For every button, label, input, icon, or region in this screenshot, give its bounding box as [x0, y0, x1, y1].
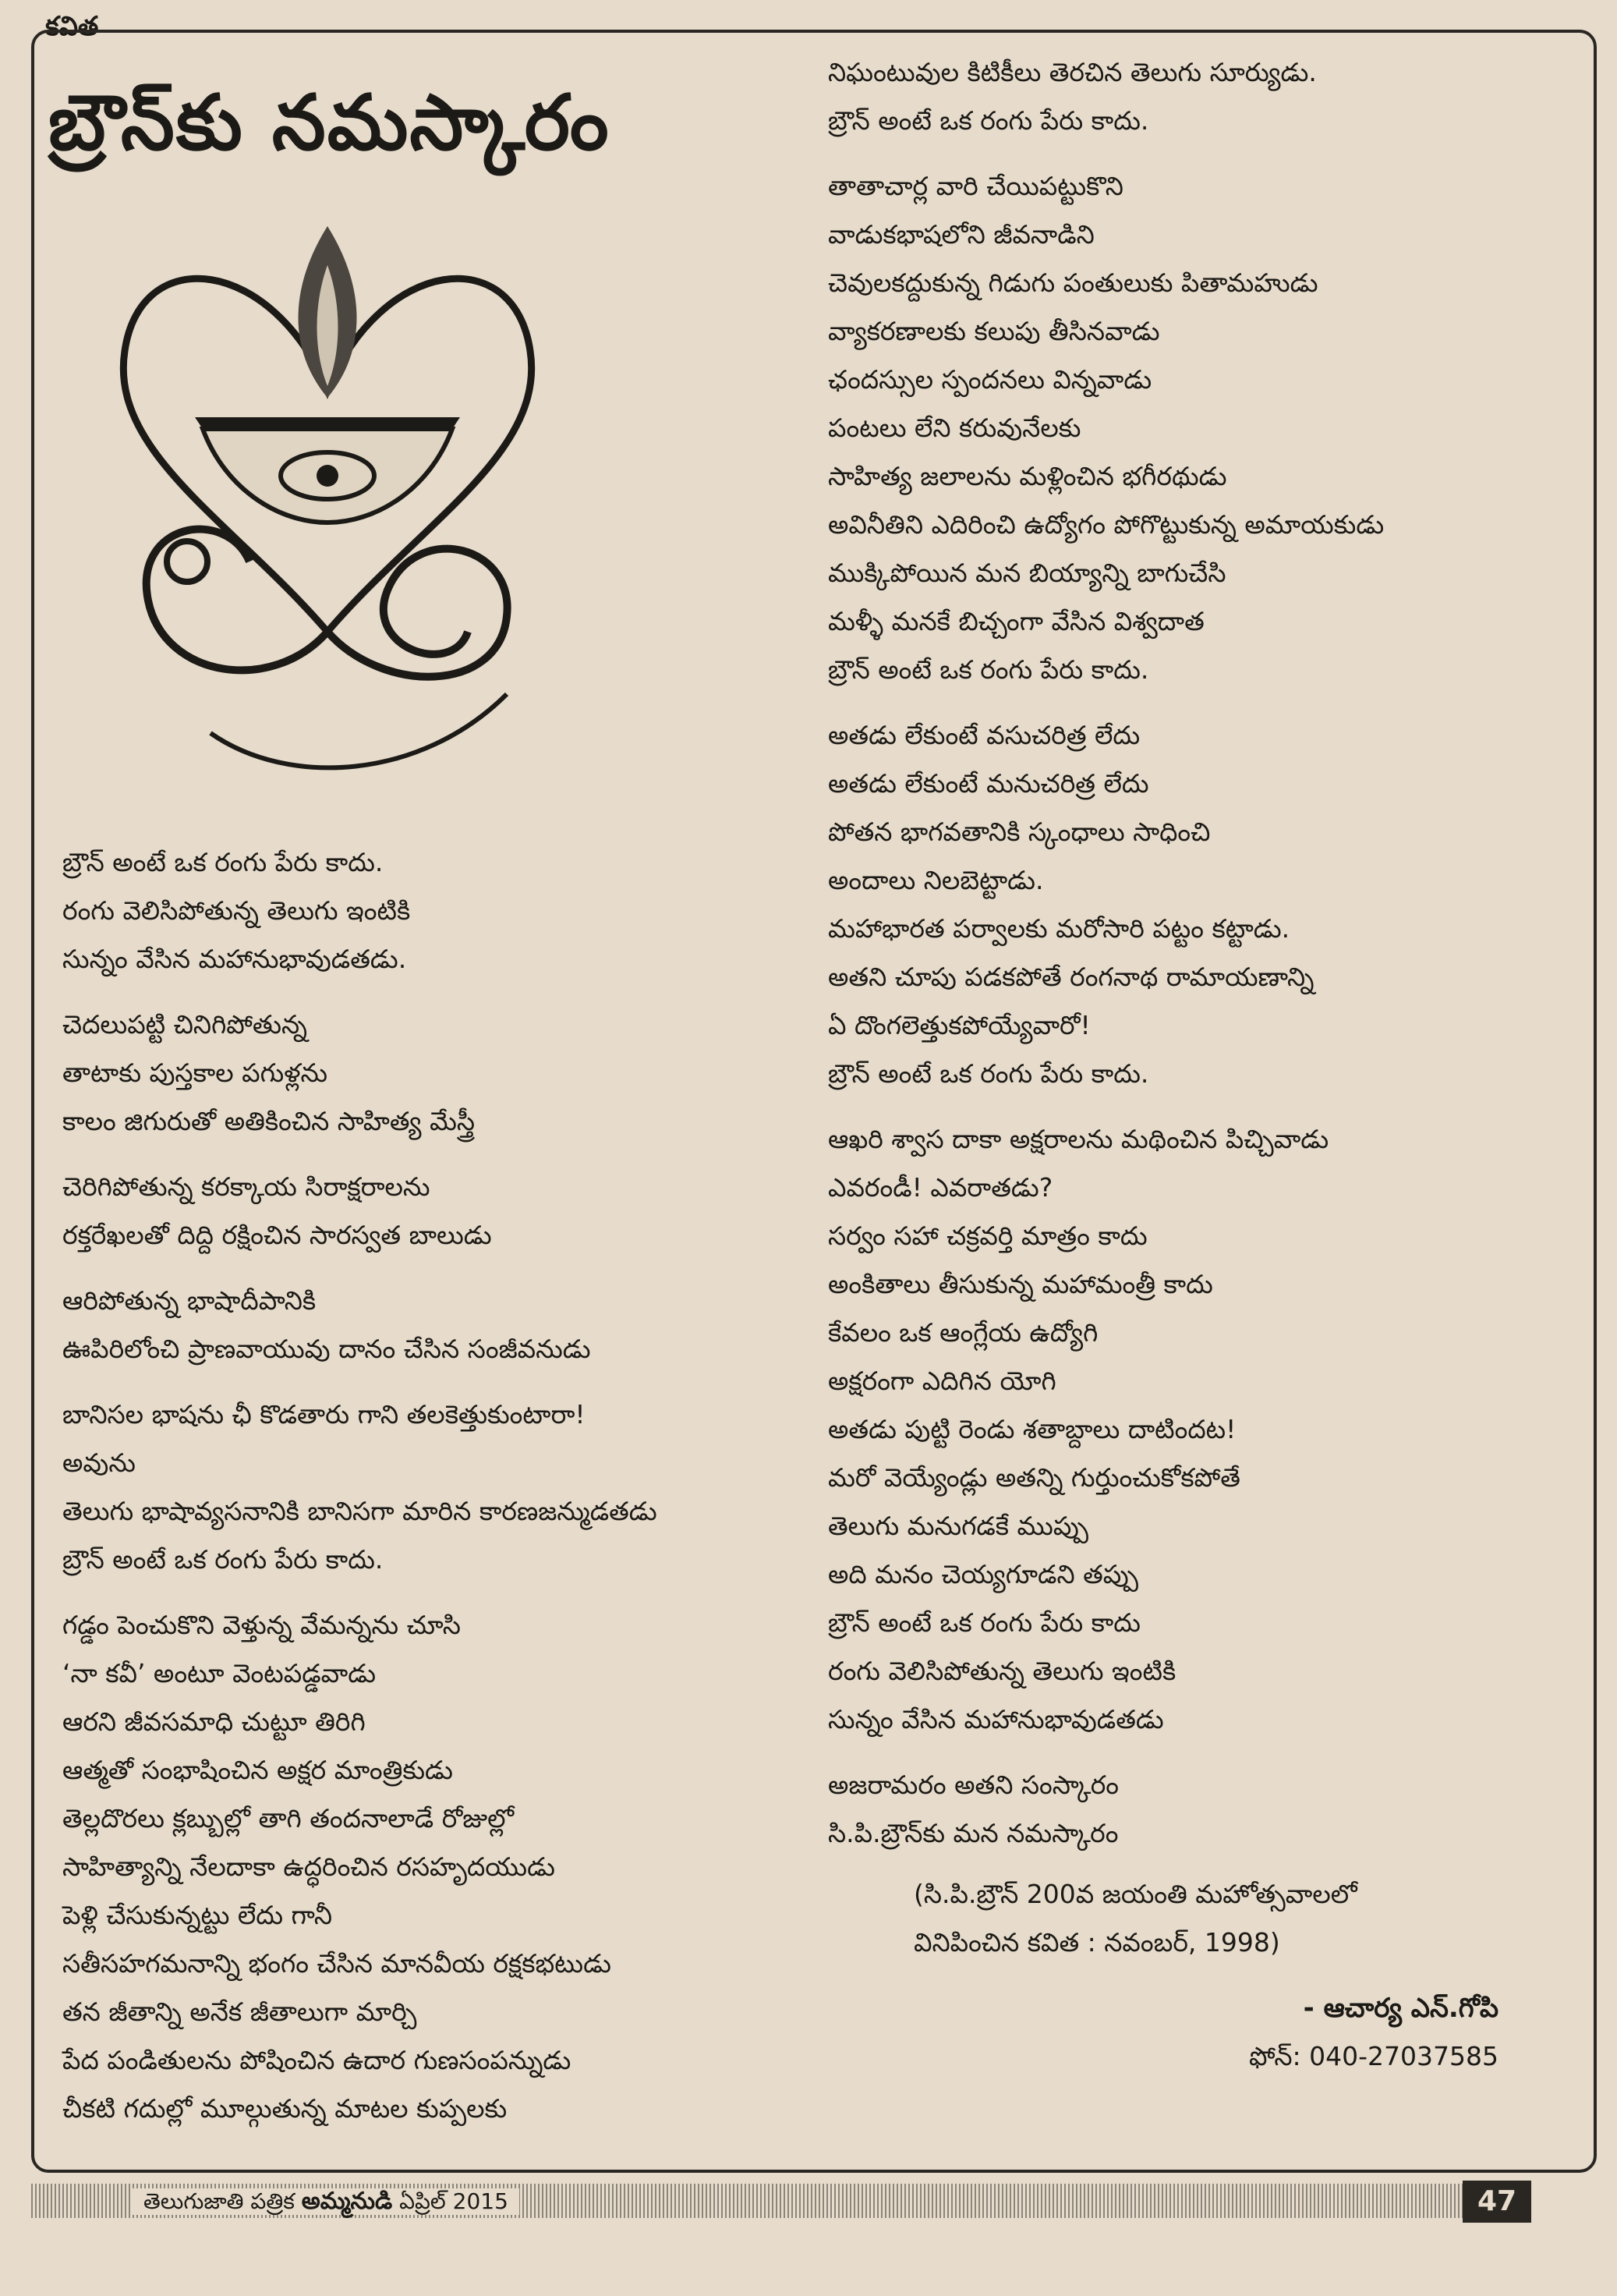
poem-line: బ్రౌన్ అంటే ఒక రంగు పేరు కాదు.: [62, 847, 384, 877]
stanza: [828, 48, 1530, 145]
stanza: [828, 1761, 1530, 1858]
poem-line: రక్తరేఖలతో దిద్ది రక్షించిన సారస్వత బాలుడు: [62, 1220, 492, 1250]
poem-line: వాడుకభాషలోని జీవనాడిని: [828, 219, 1095, 250]
poem-line: ఆరిపోతున్న భాషాదీపానికి: [62, 1285, 317, 1316]
poem-line: తెల్లదొరలు క్లబ్బుల్లో తాగి తందనాలాడే రోజుల్లో: [62, 1803, 515, 1834]
stanza: [62, 1391, 764, 1584]
poem-line: వ్యాకరణాలకు కలుపు తీసినవాడు: [828, 316, 1160, 346]
poem-line: కాలం జిగురుతో అతికించిన సాహిత్య మేస్త్రీ: [62, 1106, 476, 1136]
poem-line: సాహిత్యాన్ని నేలదాకా ఉద్ధరించిన రసహృదయుడు: [62, 1851, 555, 1882]
poem-line: అతడు లేకుంటే మనుచరిత్ర లేదు: [828, 768, 1149, 799]
poem-line: అతని చూపు పడకపోతే రంగనాథ రామాయణాన్ని: [828, 962, 1314, 992]
note-line: వినిపించిన కవిత : నవంబర్, 1998): [914, 1927, 1280, 1958]
poem-line: బ్రౌన్ అంటే ఒక రంగు పేరు కాదు.: [828, 654, 1149, 685]
poem-line: రంగు వెలిసిపోతున్న తెలుగు ఇంటికి: [62, 895, 411, 926]
poem-line: తన జీతాన్ని అనేక జీతాలుగా మార్చి: [62, 1997, 417, 2027]
poem-line: పేద పండితులను పోషించిన ఉదార గుణసంపన్నుడు: [62, 2045, 571, 2075]
poem-line: మళ్ళీ మనకే బిచ్చంగా వేసిన విశ్వదాత: [828, 606, 1205, 636]
poem-line: ఊపిరిలోంచి ప్రాణవాయువు దానం చేసిన సంజీవనుడు: [62, 1334, 591, 1364]
poem-column-right: [828, 48, 1530, 2081]
poem-line: సతీసహగమనాన్ని భంగం చేసిన మానవీయ రక్షకభటుడు: [62, 1948, 611, 1979]
poem-line: అంకితాలు తీసుకున్న మహామంత్రీ కాదు: [828, 1269, 1213, 1299]
poem-line: బ్రౌన్ అంటే ఒక రంగు పేరు కాదు.: [828, 1058, 1149, 1089]
poem-line: సి.పి.బ్రౌన్‌కు మన నమస్కారం: [828, 1818, 1119, 1848]
poem-line: తెలుగు మనుగడకే ముప్పు: [828, 1511, 1089, 1541]
poem-line: బానిసల భాషను ఛీ కొడతారు గాని తలకెత్తుకుంటారా!: [62, 1399, 586, 1430]
author-phone: ఫోన్: 040-27037585: [1248, 2041, 1498, 2071]
note-line: (సి.పి.బ్రౌన్ 200వ జయంతి మహోత్సవాలలో: [914, 1879, 1357, 1909]
poem-line: ఆరని జీవసమాధి చుట్టూ తిరిగి: [62, 1706, 366, 1737]
poem-line: బ్రౌన్ అంటే ఒక రంగు పేరు కాదు: [828, 1607, 1141, 1638]
poem-line: అది మనం చెయ్యగూడని తప్పు: [828, 1559, 1139, 1589]
poem-line: అతడు లేకుంటే వసుచరిత్ర లేదు: [828, 720, 1141, 750]
poem-line: ఆత్మతో సంభాషించిన అక్షర మాంత్రికుడు: [62, 1755, 453, 1785]
poem-line: రంగు వెలిసిపోతున్న తెలుగు ఇంటికి: [828, 1656, 1176, 1686]
stanza: [62, 1277, 764, 1373]
poem-line: ఏ దొంగలెత్తుకపోయ్యేవారో!: [828, 1010, 1091, 1040]
poem-line: సర్వం సహా చక్రవర్తి మాత్రం కాదు: [828, 1221, 1148, 1251]
poem-line: పెళ్లి చేసుకున్నట్టు లేదు గానీ: [62, 1900, 333, 1930]
footer-issue: ఏప్రిల్ 2015: [399, 2188, 508, 2214]
stanza: [828, 1115, 1530, 1744]
stanza: [828, 162, 1530, 694]
poem-line: అజరామరం అతని సంస్కారం: [828, 1770, 1119, 1800]
poem-line: సాహిత్య జలాలను మళ్లించిన భగీరథుడు: [828, 461, 1227, 491]
page-number: 47: [1463, 2181, 1531, 2223]
poem-title: బ్రౌన్‌కు నమస్కారం: [48, 78, 610, 168]
poem-line: పంటలు లేని కరువునేలకు: [828, 413, 1081, 443]
lamp-illustration: [94, 195, 561, 795]
poem-line: చెదలుపట్టి చినిగిపోతున్న: [62, 1009, 307, 1040]
poem-line: నిఘంటువుల కిటికీలు తెరచిన తెలుగు సూర్యుడు.: [828, 57, 1317, 87]
poem-line: గడ్డం పెంచుకొని వెళ్తున్న వేమన్నను చూసి: [62, 1610, 461, 1640]
author-byline: - ఆచార్య ఎన్.గోపి: [1303, 1993, 1498, 2024]
poem-line: కేవలం ఒక ఆంగ్లేయ ఉద్యోగి: [828, 1317, 1099, 1348]
poem-line: మహాభారత పర్వాలకు మరోసారి పట్టం కట్టాడు.: [828, 913, 1290, 944]
poem-line: సున్నం వేసిన మహానుభావుడతడు: [828, 1704, 1164, 1734]
poem-line: బ్రౌన్ అంటే ఒక రంగు పేరు కాదు.: [828, 105, 1149, 136]
poem-line: అవినీతిని ఎదిరించి ఉద్యోగం పోగొట్టుకున్న అమాయకుడు: [828, 509, 1385, 540]
poem-line: ముక్కిపోయిన మన బియ్యాన్ని బాగుచేసి: [828, 558, 1226, 588]
stanza: [828, 711, 1530, 1098]
poem-line: ఎవరండీ! ఎవరాతడు?: [828, 1172, 1053, 1203]
poem-line: పోతన భాగవతానికి స్కంధాలు సాధించి: [828, 817, 1211, 847]
footer-magazine: తెలుగుజాతి పత్రిక: [143, 2188, 295, 2214]
poem-line: బ్రౌన్ అంటే ఒక రంగు పేరు కాదు.: [62, 1544, 384, 1575]
poem-line: చెరిగిపోతున్న కరక్కాయ సిరాక్షరాలను: [62, 1171, 430, 1202]
poem-line: తాతాచార్ల వారి చేయిపట్టుకొని: [828, 171, 1123, 201]
poem-line: తెలుగు భాషావ్యసనానికి బానిసగా మారిన కారణజన్ముడతడు: [62, 1496, 657, 1526]
poem-line: తాటాకు పుస్తకాల పగుళ్లను: [62, 1058, 328, 1088]
poem-line: సున్నం వేసిన మహానుభావుడతడు.: [62, 944, 407, 974]
poem-line: ఆఖరి శ్వాస దాకా అక్షరాలను మథించిన పిచ్చివాడు: [828, 1124, 1329, 1154]
poem-line: ‘నా కవీ’ అంటూ వెంటపడ్డవాడు: [62, 1658, 377, 1688]
poem-line: అవును: [62, 1447, 136, 1478]
poem-line: చీకటి గదుల్లో మూల్గుతున్న మాటల కుప్పలకు: [62, 2093, 508, 2124]
poem-column-left: [62, 838, 764, 2150]
footer-magazine-name: అమ్మనుడి: [301, 2188, 393, 2215]
section-label: కవిత: [45, 11, 99, 42]
poem-line: ఛందస్సుల స్పందనలు విన్నవాడు: [828, 364, 1152, 395]
poem-line: అతడు పుట్టి రెండు శతాబ్దాలు దాటిందట!: [828, 1414, 1237, 1444]
stanza: [62, 838, 764, 983]
stanza: [62, 1163, 764, 1260]
poem-line: చెవులకద్దుకున్న గిడుగు పంతులుకు పితామహుడు: [828, 268, 1318, 298]
stanza: [62, 1001, 764, 1146]
poem-line: అక్షరంగా ఎదిగిన యోగి: [828, 1366, 1056, 1396]
poem-line: మరో వెయ్యేండ్లు అతన్ని గుర్తుంచుకోకపోతే: [828, 1462, 1240, 1493]
poem-note: [828, 1870, 1530, 1967]
footer-credit: [133, 2188, 519, 2215]
poem-line: అందాలు నిలబెట్టాడు.: [828, 865, 1044, 895]
stanza: [62, 1601, 764, 2133]
